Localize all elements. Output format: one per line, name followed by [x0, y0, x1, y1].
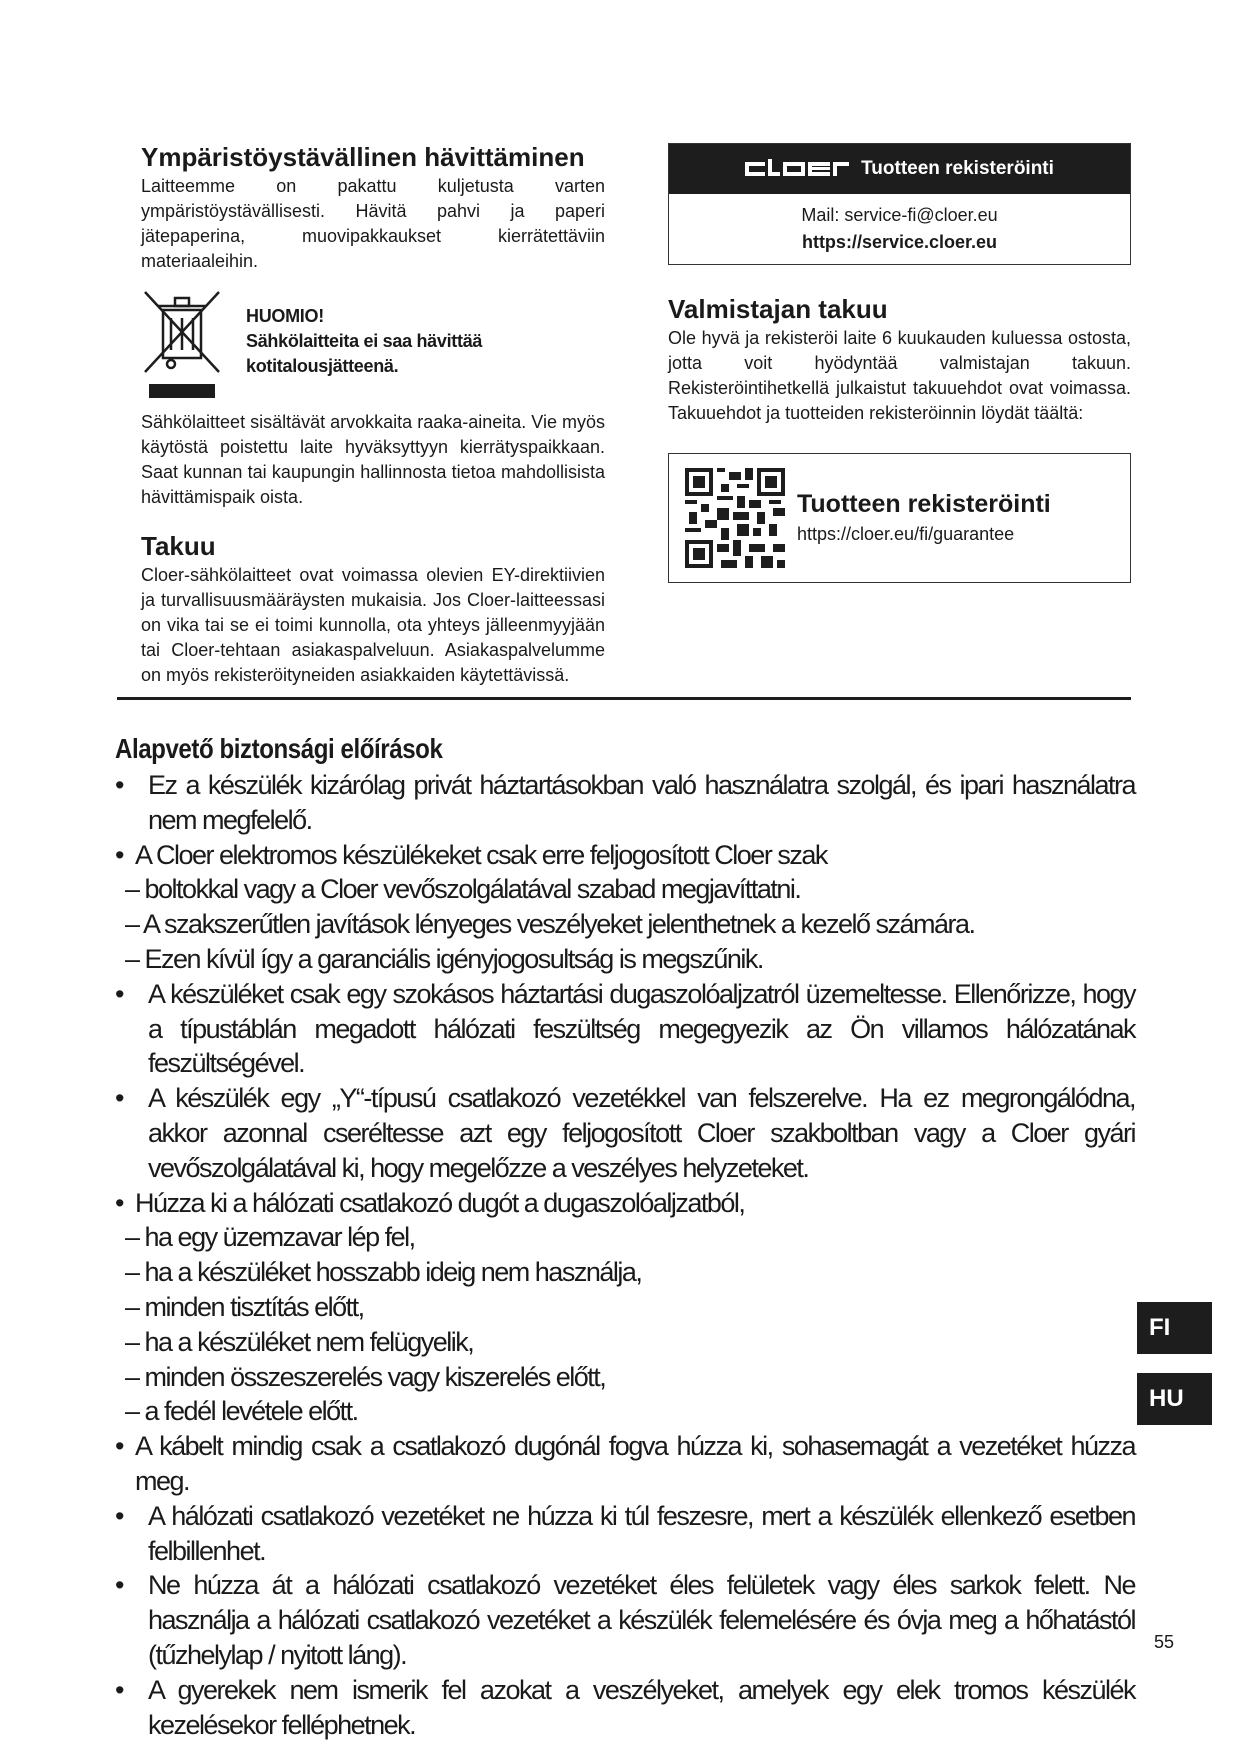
list-item: – minden tisztítás előtt, — [125, 1291, 364, 1322]
weee-warning — [246, 304, 482, 400]
disposal-title: Ympäristöystävällinen hävittäminen — [141, 142, 585, 172]
registration-mail: Mail: service-fi@cloer.eu — [801, 205, 998, 225]
qr-title: Tuotteen rekisteröinti — [797, 490, 1051, 518]
list-item: • A Cloer elektromos készülékeket csak erre feljogosított Cloer szak — [115, 838, 1135, 873]
list-item: – ha egy üzemzavar lép fel, — [125, 1222, 415, 1253]
list-item: – a fedél levétele előtt. — [125, 1396, 358, 1427]
warranty-text: Cloer-sähkölaitteet ovat voimassa olevien EY-direktiivien ja turvallisuusmääräysten mukaisia. Jos Cloer-laitteessasi on vika tai se ei toimi kunnolla, ota yhteys jälleenmyyjään tai Cloer-tehtaan asiakaspalveluun. Asiakaspalvelumme on myös rekisteröityneiden asiakkaiden käytettävissä. — [141, 565, 605, 685]
list-item: – ha a készüléket hosszabb ideig nem használja, — [125, 1257, 642, 1288]
registration-header — [669, 144, 1130, 194]
list-item: • A készüléket csak egy szokásos háztartási dugaszolóaljzatról üzemeltesse. Ellenőrizze, hogy a típustáblán megadott hálózati feszültség megegyezik az Ön villamos hálózatának feszültségével. — [115, 977, 1135, 1081]
registration-body — [669, 194, 1130, 256]
manufacturer-text: Ole hyvä ja rekisteröi laite 6 kuukauden kuluessa ostosta, jotta voit hyödyntää valmistajan takuun. Rekisteröintihetkellä julkaistut takuuehdot ovat voimassa. Takuuehdot ja tuotteiden rekisteröinnin löydät täältä: — [668, 328, 1131, 423]
weee-notice — [141, 288, 605, 400]
registration-url[interactable]: https://service.cloer.eu — [801, 232, 998, 252]
list-item: – Ezen kívül így a garanciális igényjogosultság is megszűnik. — [125, 943, 763, 974]
qr-url[interactable]: https://cloer.eu/fi/guarantee — [797, 524, 1015, 544]
list-item: – ha a készüléket nem felügyelik, — [125, 1326, 474, 1357]
cloer-logo — [745, 159, 849, 179]
manufacturer-title: Valmistajan takuu — [668, 294, 888, 324]
tab-fi[interactable]: FI — [1137, 1302, 1212, 1354]
tab-hu[interactable]: HU — [1137, 1373, 1212, 1425]
qr-code-icon[interactable] — [685, 468, 785, 568]
list-item: – boltokkal vagy a Cloer vevőszolgálatával szabad megjavíttatni. — [125, 874, 801, 905]
fi-left-column — [141, 142, 605, 688]
weee-warning-line: Sähkölaitteita ei saa hävittää — [246, 331, 483, 351]
list-item: • Ez a készülék kizárólag privát háztartásokban való használatra szolgál, és ipari használatra nem megfelelő. — [115, 768, 1135, 838]
registration-box — [668, 143, 1131, 265]
list-item: • Húzza ki a hálózati csatlakozó dugót a dugaszolóaljzatból, — [115, 1186, 1135, 1221]
list-item: – minden összeszerelés vagy kiszerelés előtt, — [125, 1361, 606, 1392]
crossed-bin-icon — [141, 288, 223, 400]
manufacturer-warranty — [668, 294, 1131, 426]
list-item: • A gyerekek nem ismerik fel azokat a veszélyeket, amelyek egy elek tromos készülék kezelésekor felléphetnek. — [115, 1673, 1135, 1743]
registration-title: Tuotteen rekisteröinti — [861, 158, 1054, 179]
hu-title: Alapvető biztonsági előírások — [115, 733, 443, 764]
warranty-title: Takuu — [141, 531, 216, 561]
list-item: – A szakszerűtlen javítások lényeges veszélyeket jelenthetnek a kezelő számára. — [125, 909, 975, 940]
disposal-text-2: Sähkölaitteet sisältävät arvokkaita raaka-aineita. Vie myös käytöstä poistettu laite hyväksyttyyn kierrätyspaikkaan. Saat kunnan tai kaupungin hallinnosta tietoa mahdollisista hävittämispaik oista. — [141, 412, 605, 507]
qr-registration-box — [668, 453, 1131, 583]
weee-warning-line: kotitalousjätteenä. — [246, 356, 399, 376]
hu-safety-list — [115, 768, 1135, 1742]
section-divider — [117, 697, 1131, 700]
list-item: • Ne húzza át a hálózati csatlakozó vezetéket éles felületek vagy éles sarkok felett. Ne használja a hálózati csatlakozó vezetéket a készülék felemelésére és óvja meg a hőhatástól (tűzhelylap / nyitott láng). — [115, 1568, 1135, 1672]
list-item: • A hálózati csatlakozó vezetéket ne húzza ki túl feszesre, mert a készülék ellenkező esetben felbillenhet. — [115, 1499, 1135, 1569]
disposal-text: Laitteemme on pakattu kuljetusta varten ympäristöystävällisesti. Hävitä pahvi ja paperi jätepaperina, muovipakkaukset kierrätettäviin materiaaleihin. — [141, 176, 605, 271]
page-number: 55 — [1154, 1632, 1175, 1652]
hu-safety-section — [115, 730, 1135, 1742]
weee-warning-heading: HUOMIO! — [246, 306, 324, 326]
list-item: • A készülék egy „Y“-típusú csatlakozó vezetékkel van felszerelve. Ha ez megrongálódna, akkor azonnal cseréltesse azt egy feljogosított Cloer szakboltban vagy a Cloer gyári vevőszolgálatával ki, hogy megelőzze a veszélyes helyzeteket. — [115, 1081, 1135, 1185]
list-item: • A kábelt mindig csak a csatlakozó dugónál fogva húzza ki, sohasemagát a vezetéket húzza meg. — [115, 1429, 1135, 1499]
cloer-logo-icon — [745, 159, 849, 179]
